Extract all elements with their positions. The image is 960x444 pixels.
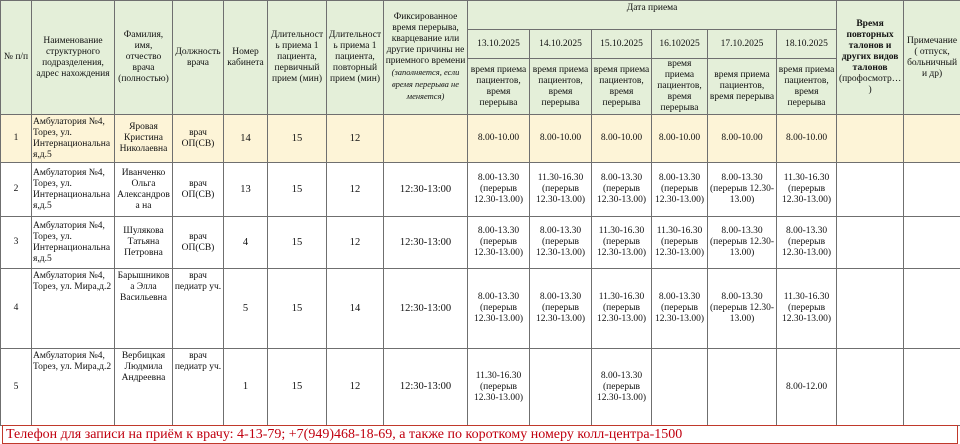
cell-day: 8.00-13.30 (перерыв 12.30-13.00) xyxy=(592,163,652,217)
header-date: 17.10.2025 xyxy=(708,30,777,59)
cell-dept: Амбулатория №4, Торез, ул. Интернациональная,д.5 xyxy=(32,217,115,269)
cell-position: врач ОП(СВ) xyxy=(173,217,224,269)
cell-duration-repeat: 14 xyxy=(327,269,384,349)
cell-num: 1 xyxy=(1,115,32,163)
table-row xyxy=(1,217,960,269)
header-break xyxy=(384,1,468,115)
cell-break: 12:30-13:00 xyxy=(384,349,468,426)
cell-break: 12:30-13:00 xyxy=(384,217,468,269)
cell-repeat-tickets xyxy=(837,217,904,269)
header-cell-sub: время приема пациентов, время перерыва xyxy=(468,59,530,115)
cell-duration-primary: 15 xyxy=(268,217,327,269)
header-cell-sub: время приема пациентов, время перерыва xyxy=(777,59,837,115)
cell-room: 13 xyxy=(224,163,268,217)
cell-break xyxy=(384,115,468,163)
header-num: № п/п xyxy=(1,1,32,115)
cell-num: 4 xyxy=(1,269,32,349)
cell-repeat-tickets xyxy=(837,115,904,163)
cell-room: 4 xyxy=(224,217,268,269)
cell-day: 8.00-13.30 (перерыв 12.30-13.00) xyxy=(708,269,777,349)
table-row xyxy=(1,163,960,217)
cell-day: 8.00-13.30 (перерыв 12.30-13.00) xyxy=(652,163,708,217)
cell-duration-repeat: 12 xyxy=(327,349,384,426)
cell-position: врач ОП(СВ) xyxy=(173,163,224,217)
cell-break: 12:30-13:00 xyxy=(384,163,468,217)
phone-footer: Телефон для записи на приём к врачу: 4-13-79; +7(949)468-18-69, а также по короткому номеру колл-центра-1500 xyxy=(2,425,958,444)
cell-fio: Вербицкая Людмила Андреевна xyxy=(115,349,173,426)
cell-duration-repeat: 12 xyxy=(327,217,384,269)
cell-break: 12:30-13:00 xyxy=(384,269,468,349)
cell-day: 8.00-10.00 xyxy=(652,115,708,163)
cell-day: 8.00-13.30 (перерыв 12.30-13.00) xyxy=(592,349,652,426)
cell-room: 1 xyxy=(224,349,268,426)
header-cell-sub: время приема пациентов, время перерыва xyxy=(652,59,708,115)
cell-day: 11.30-16.30 (перерыв 12.30-13.00) xyxy=(777,163,837,217)
header-date: 18.10.2025 xyxy=(777,30,837,59)
header-fio: Фамилия, имя, отчество врача (полностью) xyxy=(115,1,173,115)
header-break-note: (заполняется, если время перерыва не меняется) xyxy=(391,67,460,101)
cell-num: 3 xyxy=(1,217,32,269)
header-duration-primary: Длительность приема 1 пациента, первичный прием (мин) xyxy=(268,1,327,115)
cell-day xyxy=(708,349,777,426)
cell-day: 11.30-16.30 (перерыв 12.30-13.00) xyxy=(777,269,837,349)
header-cell-sub: время приема пациентов, время перерыва xyxy=(530,59,592,115)
cell-position: врач ОП(СВ) xyxy=(173,115,224,163)
cell-day: 8.00-12.00 xyxy=(777,349,837,426)
header-position: Должность врача xyxy=(173,1,224,115)
cell-dept: Амбулатория №4, Торез, ул. Мира,д.2 xyxy=(32,349,115,426)
cell-day: 8.00-10.00 xyxy=(530,115,592,163)
cell-fio: Шулякова Татьяна Петровна xyxy=(115,217,173,269)
cell-notes xyxy=(904,163,960,217)
cell-repeat-tickets xyxy=(837,349,904,426)
cell-day: 8.00-13.30 (перерыв 12.30-13.00) xyxy=(708,163,777,217)
header-date: 13.10.2025 xyxy=(468,30,530,59)
cell-fio: Иванченко Ольга Александрова на xyxy=(115,163,173,217)
cell-num: 2 xyxy=(1,163,32,217)
cell-position: врач педиатр уч. xyxy=(173,269,224,349)
cell-num: 5 xyxy=(1,349,32,426)
header-dates-group: Дата приема xyxy=(468,1,837,30)
cell-duration-primary: 15 xyxy=(268,269,327,349)
cell-day: 8.00-10.00 xyxy=(592,115,652,163)
cell-day: 8.00-13.30 (перерыв 12.30-13.00) xyxy=(468,269,530,349)
cell-room: 14 xyxy=(224,115,268,163)
cell-duration-primary: 15 xyxy=(268,163,327,217)
cell-fio: Яровая Кристина Николаевна xyxy=(115,115,173,163)
cell-duration-primary: 15 xyxy=(268,115,327,163)
cell-day: 11.30-16.30 (перерыв 12.30-13.00) xyxy=(468,349,530,426)
cell-day: 11.30-16.30 (перерыв 12.30-13.00) xyxy=(652,217,708,269)
header-duration-repeat: Длительность приема 1 пациента, повторный прием (мин) xyxy=(327,1,384,115)
cell-day: 8.00-13.30 (перерыв 12.30-13.00) xyxy=(468,163,530,217)
cell-dept: Амбулатория №4, Торез, ул. Интернациональная,д.5 xyxy=(32,163,115,217)
cell-day: 11.30-16.30 (перерыв 12.30-13.00) xyxy=(592,269,652,349)
cell-day: 8.00-10.00 xyxy=(708,115,777,163)
header-break-main: Фиксированное время перерыва, кварцевание или другие причины не приемного времени xyxy=(385,12,466,66)
cell-position: врач педиатр уч. xyxy=(173,349,224,426)
table-row xyxy=(1,269,960,349)
cell-day: 8.00-10.00 xyxy=(468,115,530,163)
header-date: 14.10.2025 xyxy=(530,30,592,59)
header-notes: Примечание ( отпуск, больничный и др) xyxy=(904,1,960,115)
cell-notes xyxy=(904,269,960,349)
header-date: 16.102025 xyxy=(652,30,708,59)
cell-duration-primary: 15 xyxy=(268,349,327,426)
cell-duration-repeat: 12 xyxy=(327,115,384,163)
cell-fio: Барышникова Элла Васильевна xyxy=(115,269,173,349)
cell-duration-repeat: 12 xyxy=(327,163,384,217)
cell-notes xyxy=(904,349,960,426)
cell-day xyxy=(652,349,708,426)
cell-day: 8.00-10.00 xyxy=(777,115,837,163)
header-cell-sub: время приема пациентов, время перерыва xyxy=(592,59,652,115)
cell-notes xyxy=(904,115,960,163)
cell-repeat-tickets xyxy=(837,163,904,217)
cell-day: 11.30-16.30 (перерыв 12.30-13.00) xyxy=(530,163,592,217)
header-room: Номер кабинета xyxy=(224,1,268,115)
cell-repeat-tickets xyxy=(837,269,904,349)
cell-day: 8.00-13.30 (перерыв 12.30-13.00) xyxy=(652,269,708,349)
cell-day xyxy=(530,349,592,426)
cell-dept: Амбулатория №4, Торез, ул. Мира,д.2 xyxy=(32,269,115,349)
header-repeat-tickets-main: Время повторных талонов и других видов талонов xyxy=(841,19,899,73)
cell-dept: Амбулатория №4, Торез, ул. Интернациональная,д.5 xyxy=(32,115,115,163)
cell-room: 5 xyxy=(224,269,268,349)
header-cell-sub: время приема пациентов, время перерыва xyxy=(708,59,777,115)
header-repeat-tickets-sub: (профосмотр…) xyxy=(838,74,902,95)
header-repeat-tickets xyxy=(837,1,904,115)
cell-day: 8.00-13.30 (перерыв 12.30-13.00) xyxy=(777,217,837,269)
cell-day: 8.00-13.30 (перерыв 12.30-13.00) xyxy=(468,217,530,269)
cell-day: 8.00-13.30 (перерыв 12.30-13.00) xyxy=(530,269,592,349)
table-row xyxy=(1,349,960,426)
cell-day: 8.00-13.30 (перерыв 12.30-13.00) xyxy=(708,217,777,269)
header-dept: Наименование структурного подразделения, адрес нахождения xyxy=(32,1,115,115)
cell-day: 11.30-16.30 (перерыв 12.30-13.00) xyxy=(592,217,652,269)
table-row xyxy=(1,115,960,163)
cell-notes xyxy=(904,217,960,269)
cell-day: 8.00-13.30 (перерыв 12.30-13.00) xyxy=(530,217,592,269)
header-date: 15.10.2025 xyxy=(592,30,652,59)
